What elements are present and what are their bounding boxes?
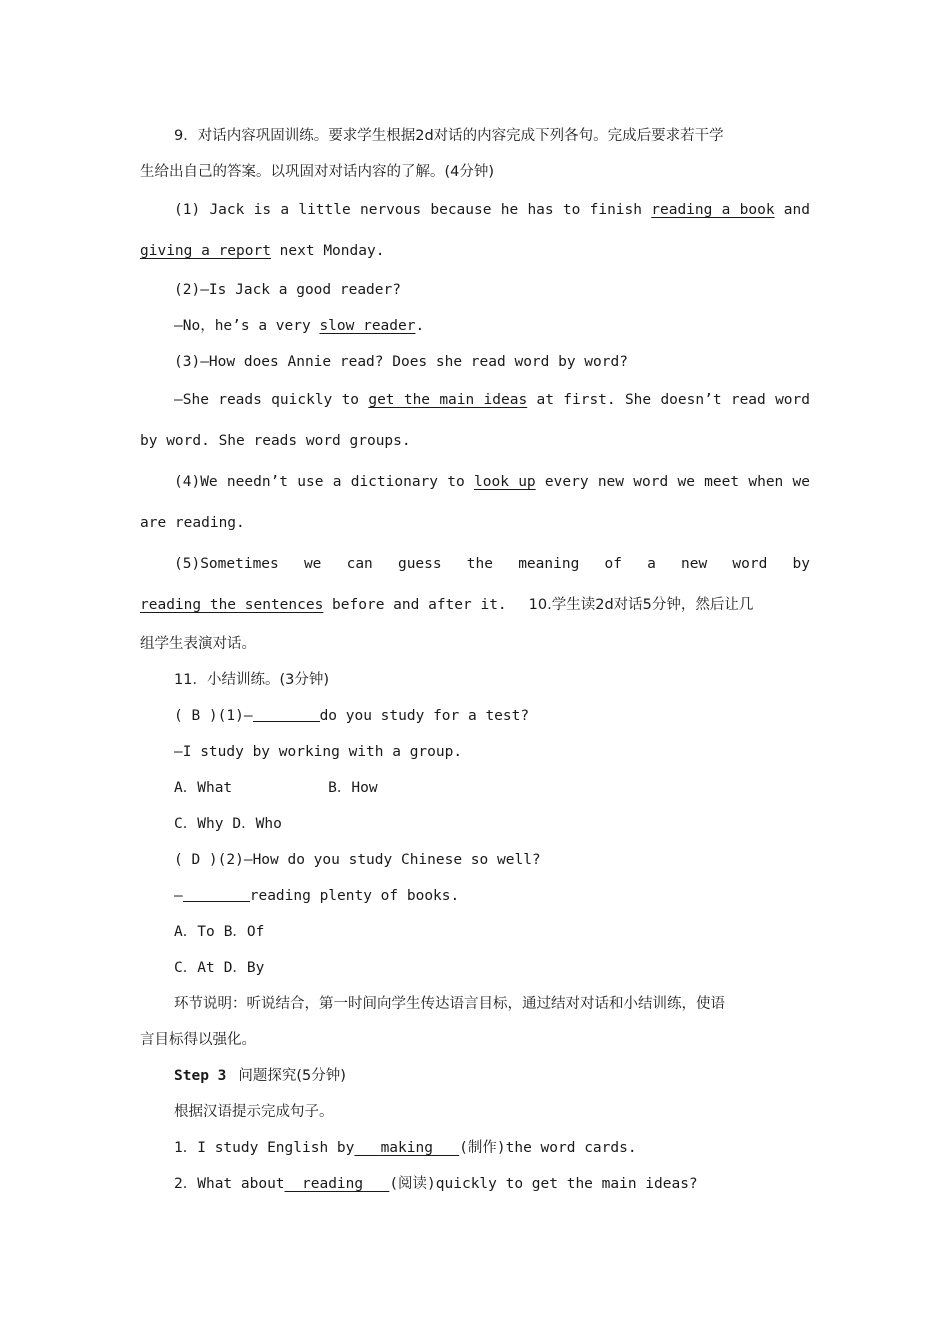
- q1-answer-2: giving a report: [140, 243, 271, 259]
- mc2-option-d: D．By: [223, 960, 265, 976]
- q2-answer: slow reader: [319, 318, 416, 334]
- q3-line1: (3)—How does Annie read? Does she read word by word?: [174, 354, 628, 370]
- mc1-prefix: ( B )(1)—: [174, 708, 253, 724]
- q5-answer: reading the sentences: [140, 597, 324, 613]
- q4-post: every new word we meet when we: [535, 474, 811, 490]
- mc2-options-ab: [140, 914, 810, 950]
- mc1-answer: —I study by working with a group.: [174, 744, 463, 760]
- mc2-option-c: C．At: [174, 960, 215, 976]
- q2-pre: —No，he’s a very: [174, 318, 320, 334]
- q2-post: .: [415, 318, 425, 334]
- mc2-options-cd: [140, 950, 810, 986]
- mc1-option-d: D．Who: [232, 816, 282, 832]
- mc1-options-cd: [140, 806, 810, 842]
- q3-line2: [140, 380, 810, 421]
- mc1-question-text: do you study for a test?: [319, 708, 530, 724]
- q3-post: at first. She doesn’t read word: [527, 392, 810, 408]
- q4-pre: (4)We needn’t use a dictionary to: [174, 474, 475, 490]
- mc1-question: [140, 698, 810, 734]
- item11-title: 11．小结训练。(3分钟): [174, 672, 329, 688]
- s1-post: (制作)the word cards.: [459, 1140, 637, 1156]
- note-line1: 环节说明：听说结合，第一时间向学生传达语言目标，通过结对对话和小结训练，使语: [174, 996, 725, 1012]
- step3-instruction: 根据汉语提示完成句子。: [174, 1104, 334, 1120]
- step3-heading: [140, 1058, 810, 1094]
- mc1-option-c: C．Why: [174, 816, 224, 832]
- s2-answer: [285, 1176, 390, 1192]
- q3-line3: by word. She reads word groups.: [140, 433, 411, 449]
- s2-pre: 2．What about: [174, 1176, 285, 1192]
- q5-post: before and after it.: [323, 597, 507, 613]
- step3-title: 问题探究(5分钟): [238, 1068, 346, 1084]
- mc1-options-ab: [140, 770, 810, 806]
- q5-line2: [140, 585, 810, 626]
- note-line2: 言目标得以强化。: [140, 1032, 256, 1048]
- q2-line2: [140, 308, 810, 344]
- q4-line2: are reading.: [140, 515, 245, 531]
- s1-pre: 1．I study English by: [174, 1140, 355, 1156]
- q2-line1: (2)—Is Jack a good reader?: [174, 282, 401, 298]
- mc1-option-a: A．What: [174, 780, 233, 796]
- mc2-dash: —: [174, 888, 183, 904]
- q1-pre: (1) Jack is a little nervous because he has to finish: [174, 202, 652, 218]
- q4-line1: [140, 462, 810, 503]
- q3-answer: get the main ideas: [368, 392, 528, 408]
- q1-line1: [140, 190, 810, 231]
- q3-pre: —She reads quickly to: [174, 392, 369, 408]
- item10-text: 10.学生读2d对话5分钟，然后让几: [528, 597, 754, 613]
- step3-label: Step 3: [174, 1068, 227, 1084]
- mc2-answer: [140, 878, 810, 914]
- q1-mid: and: [774, 202, 810, 218]
- mc2-question: ( D )(2)—How do you study Chinese so well?: [174, 852, 541, 868]
- mc2-option-b: B．Of: [223, 924, 265, 940]
- step3-sentence-1: [140, 1130, 810, 1166]
- item9-line2: 生给出自己的答案。以巩固对对话内容的了解。(4分钟): [140, 164, 495, 180]
- s1-answer-text: making: [380, 1140, 433, 1156]
- item9-line1: 9．对话内容巩固训练。要求学生根据2d对话的内容完成下列各句。完成后要求若干学: [174, 128, 724, 144]
- s1-answer: [354, 1140, 459, 1156]
- document-page: [140, 118, 810, 1202]
- q1-answer-1: reading a book: [651, 202, 775, 218]
- mc2-answer-text: reading plenty of books.: [249, 888, 460, 904]
- q5-line3: 组学生表演对话。: [140, 636, 256, 652]
- q5-line1: (5)Sometimes we can guess the meaning of a new word by: [174, 556, 810, 572]
- mc2-blank: [183, 887, 250, 903]
- mc1-option-b: B．How: [328, 780, 378, 796]
- q4-answer: look up: [474, 474, 536, 490]
- s2-post: (阅读)quickly to get the main ideas?: [389, 1176, 698, 1192]
- step3-sentence-2: [140, 1166, 810, 1202]
- q1-post: next Monday.: [270, 243, 385, 259]
- mc2-option-a: A．To: [174, 924, 215, 940]
- mc1-blank: [253, 707, 320, 723]
- s2-answer-text: reading: [302, 1176, 364, 1192]
- q1-line2: [140, 231, 810, 272]
